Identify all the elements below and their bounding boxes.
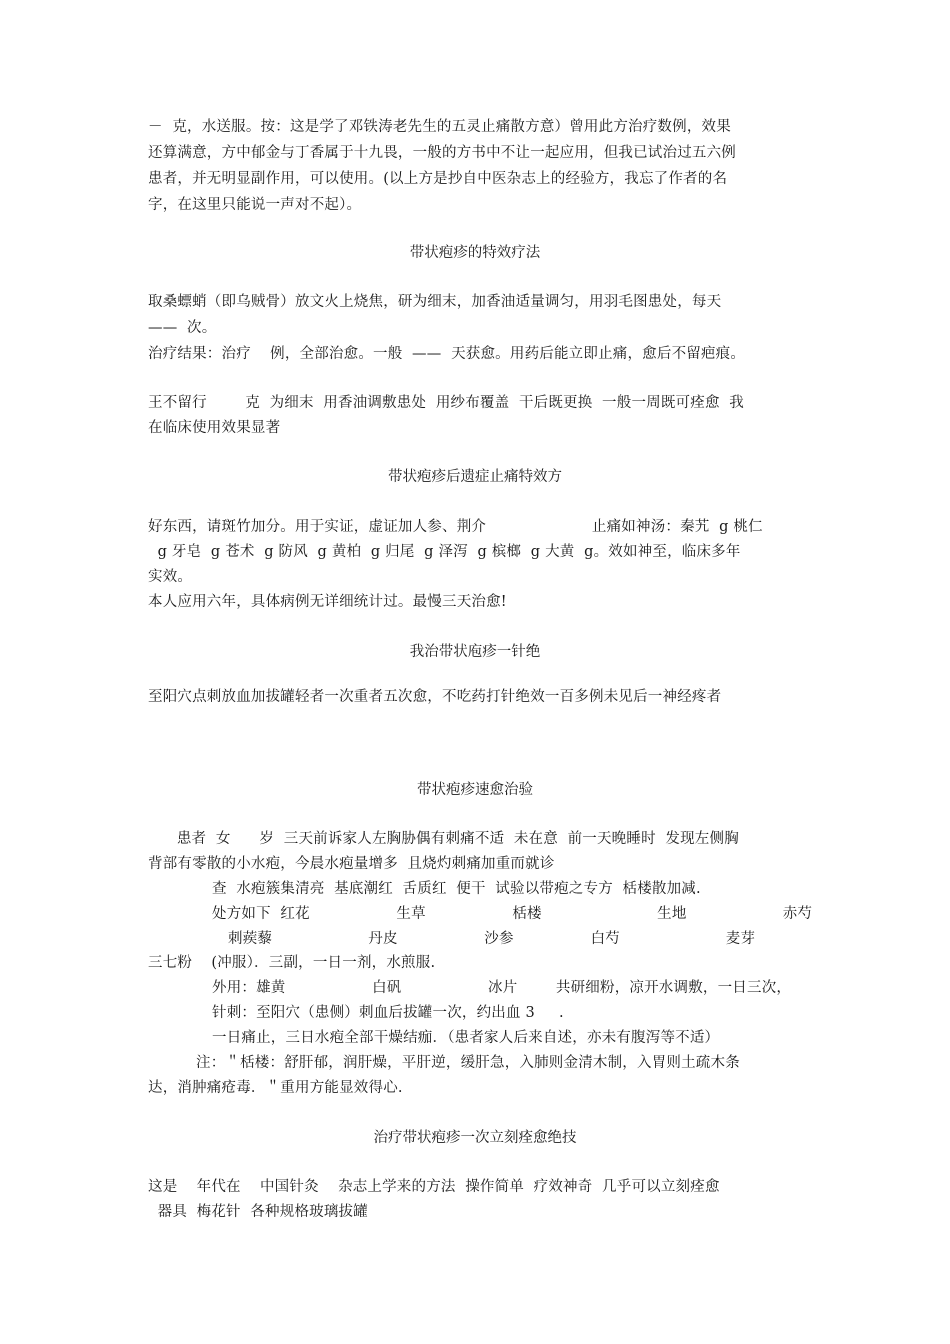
text-line: 处方如下 红花 生草 栝楼 生地 赤芍 — [212, 906, 813, 922]
text-line: 器具 梅花针 各种规格玻璃拔罐 — [148, 1204, 368, 1220]
text-line: 患者，并无明显副作用，可以使用。(以上方是抄自中医杂志上的经验方，我忘了作者的名 — [148, 171, 728, 187]
section-title: 治疗带状疱疹一次立刻痊愈绝技 — [373, 1130, 577, 1146]
text-line: 实效。 — [148, 569, 193, 585]
text-line: 一日痛止，三日水疱全部干燥结痂．（患者家人后来自述，亦未有腹泻等不适） — [212, 1030, 720, 1046]
text-line: 背部有零散的小水疱，今晨水疱量增多 且烧灼刺痛加重而就诊 — [148, 856, 555, 872]
text-line: 至阳穴点刺放血加拔罐轻者一次重者五次愈，不吃药打针绝效一百多例未见后一神经疼者 — [148, 689, 722, 705]
section-title: 我治带状庖疹一针绝 — [409, 644, 541, 660]
text-line: 还算满意，方中郁金与丁香属于十九畏，一般的方书中不让一起应用，但我已试治过五六例 — [148, 145, 736, 161]
section-title: 带状疱疹的特效疗法 — [409, 245, 541, 261]
text-line: —— 次。 — [148, 320, 217, 336]
text-line: 达，消肿痛疮毒．＂重用方能显效得心. — [148, 1080, 403, 1096]
text-line: 外用：雄黄 白矾 冰片 共研细粉，凉开水调敷，一日三次， — [212, 980, 792, 996]
text-line: 好东西，请斑竹加分。用于实证，虚证加人参、荆介 止痛如神汤：秦艽 g 桃仁 — [148, 519, 763, 535]
text-line: 本人应用六年，具体病例无详细统计过。最慢三天治愈! — [148, 594, 507, 610]
section-title: 带状疱疹后遗症止痛特效方 — [388, 469, 562, 485]
text-line: 针刺：至阳穴（患侧）刺血后拔罐一次，约出血 3 . — [212, 1005, 564, 1021]
text-line: 字，在这里只能说一声对不起）。 — [148, 197, 362, 213]
text-line: 查 水疱簇集清亮 基底潮红 舌质红 便干 试验以带疱之专方 栝楼散加减. — [212, 881, 701, 897]
text-line: g 牙皂 g 苍术 g 防风 g 黄柏 g 归尾 g 泽泻 g 槟榔 g 大黄 g。效如神至，临床多年 — [148, 544, 741, 560]
text-line: 治疗结果：治疗 例，全部治愈。一般 —— 天获愈。用药后能立即止痛，愈后不留疤痕。 — [148, 346, 746, 362]
text-line: － 克，水送服。按：这是学了邓铁涛老先生的五灵止痛散方意）曾用此方治疗数例，效果 — [148, 119, 731, 135]
section-title: 带状疱疹速愈治验 — [417, 782, 533, 798]
text-line: 取桑螵蛸（即乌贼骨）放文火上烧焦，研为细末，加香油适量调匀，用羽毛图患处，每天 — [148, 294, 722, 310]
text-line: 三七粉 (冲服）．三副，一日一剂，水煎服. — [148, 955, 436, 971]
text-line: 注：＂栝楼：舒肝郁，润肝燥，平肝逆，缓肝急，入肺则金清木制，入胃则土疏木条 — [196, 1055, 740, 1071]
text-line: 王不留行 克 为细末 用香油调敷患处 用纱布覆盖 干后既更换 一般一周既可痊愈 我 — [148, 395, 744, 411]
text-line: 刺蒺藜 丹皮 沙参 白芍 麦芽 — [228, 931, 756, 947]
text-line: 这是 年代在 中国针灸 杂志上学来的方法 操作简单 疗效神奇 几乎可以立刻痊愈 — [148, 1179, 720, 1195]
text-line: 患者 女 岁 三天前诉家人左胸胁偶有刺痛不适 未在意 前一天晚睡时 发现左侧胸 — [148, 831, 739, 847]
text-line: 在临床使用效果显著 — [148, 420, 281, 436]
